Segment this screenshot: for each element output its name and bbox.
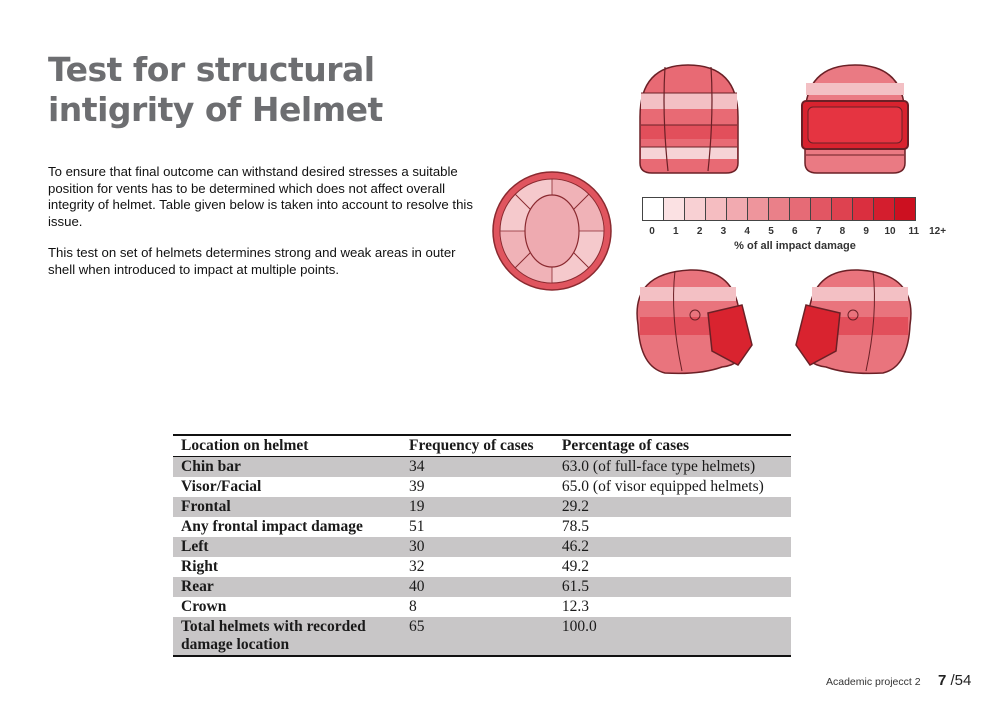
helmet-side-view-left (637, 270, 752, 373)
helmet-front-view (640, 65, 738, 173)
cell-location: Right (173, 557, 401, 577)
cell-percentage: 49.2 (554, 557, 791, 577)
scale-label: 0 (649, 226, 655, 237)
cell-percentage: 29.2 (554, 497, 791, 517)
cell-frequency: 19 (401, 497, 554, 517)
scale-label: 6 (792, 226, 798, 237)
cell-location: Visor/Facial (173, 477, 401, 497)
table-row (173, 577, 791, 597)
scale-label: 10 (884, 226, 896, 237)
cell-percentage: 61.5 (554, 577, 791, 597)
cell-location: Chin bar (173, 457, 401, 478)
test-description-paragraph: This test on set of helmets determines strong and weak areas in outer shell when introduced to impact at multiple points. (48, 245, 456, 277)
table-row (173, 557, 791, 577)
scale-box (852, 197, 874, 221)
scale-box (663, 197, 685, 221)
cell-frequency: 32 (401, 557, 554, 577)
cell-percentage: 12.3 (554, 597, 791, 617)
column-header-percentage: Percentage of cases (554, 435, 791, 457)
table-row (173, 597, 791, 617)
cell-location: Frontal (173, 497, 401, 517)
damage-color-scale (642, 197, 915, 221)
scale-label: 1 (673, 226, 679, 237)
cell-frequency: 8 (401, 597, 554, 617)
cell-frequency: 30 (401, 537, 554, 557)
scale-box (810, 197, 832, 221)
scale-label: 7 (815, 226, 822, 237)
intro-paragraph: To ensure that final outcome can withstand desired stresses a suitable position for vents has to be determined which does not affect overall integrity of helmet. Table given below is taken into account to resolve this issue. (48, 164, 473, 229)
project-label: Academic projecct 2 (826, 676, 921, 688)
column-header-frequency: Frequency of cases (401, 435, 554, 457)
scale-box (873, 197, 895, 221)
scale-label: 12+ (929, 226, 947, 237)
scale-label: 3 (720, 226, 727, 237)
cell-percentage: 63.0 (of full-face type helmets) (554, 457, 791, 478)
scale-box (747, 197, 769, 221)
cell-frequency: 39 (401, 477, 554, 497)
scale-label: 4 (744, 226, 750, 237)
scale-box (831, 197, 853, 221)
scale-box (789, 197, 811, 221)
cell-location: Left (173, 537, 401, 557)
scale-label: 11 (908, 226, 920, 237)
helmet-top-view (493, 172, 611, 290)
scale-box (705, 197, 727, 221)
scale-label: 2 (696, 226, 703, 237)
cell-percentage: 46.2 (554, 537, 791, 557)
cell-percentage: 100.0 (554, 617, 791, 656)
scale-label: 9 (863, 226, 869, 237)
cell-percentage: 65.0 (of visor equipped helmets) (554, 477, 791, 497)
table-row (173, 477, 791, 497)
table-header-row (173, 435, 791, 457)
cell-frequency: 40 (401, 577, 554, 597)
damage-scale-caption: % of all impact damage (734, 240, 856, 252)
scale-box (642, 197, 664, 221)
table-row (173, 617, 791, 656)
table-row (173, 517, 791, 537)
table-row (173, 537, 791, 557)
damage-scale-labels (642, 226, 947, 240)
cell-location: Any frontal impact damage (173, 517, 401, 537)
helmet-visor-view (802, 65, 908, 173)
cell-location: Crown (173, 597, 401, 617)
cell-percentage: 78.5 (554, 517, 791, 537)
page-number (938, 672, 971, 689)
cell-frequency: 65 (401, 617, 554, 656)
table-row (173, 497, 791, 517)
cell-frequency: 51 (401, 517, 554, 537)
table-row (173, 457, 791, 478)
total-pages: /54 (950, 672, 972, 689)
column-header-location: Location on helmet (173, 435, 401, 457)
scale-box (894, 197, 916, 221)
scale-box (684, 197, 706, 221)
scale-label: 5 (768, 226, 774, 237)
cell-frequency: 34 (401, 457, 554, 478)
current-page: 7 (938, 672, 947, 689)
cell-location: Rear (173, 577, 401, 597)
cell-location: Total helmets with recorded damage location (173, 617, 401, 656)
helmet-side-view-right (796, 270, 911, 373)
page-title: Test for structural intigrity of Helmet (48, 50, 383, 129)
impact-location-table (173, 434, 791, 657)
scale-box (726, 197, 748, 221)
scale-label: 8 (839, 226, 846, 237)
scale-box (768, 197, 790, 221)
